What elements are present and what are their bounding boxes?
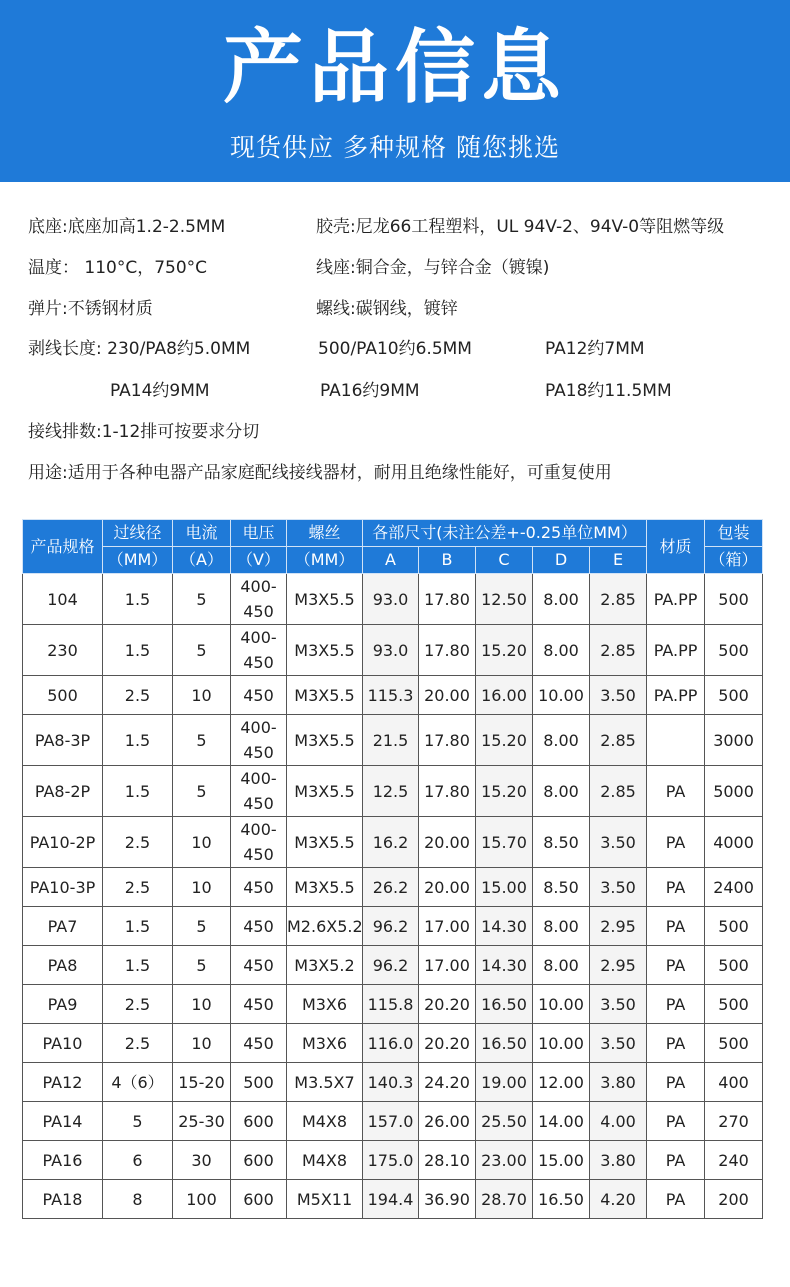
cell-screw: M3X5.5	[287, 817, 363, 868]
table-row	[23, 985, 763, 1024]
cell-voltage	[231, 868, 287, 907]
voltage-value: 450	[243, 685, 274, 705]
table-row	[23, 676, 763, 715]
cell-b: 26.00	[419, 1102, 476, 1141]
table-row	[23, 766, 763, 817]
cell-d: 15.00	[533, 1141, 590, 1180]
header-dim-b: B	[419, 547, 476, 574]
cell-pack: 500	[705, 946, 763, 985]
cell-model: PA16	[23, 1141, 103, 1180]
cell-d: 8.50	[533, 817, 590, 868]
voltage-value: 400-	[240, 769, 277, 788]
cell-pack: 4000	[705, 817, 763, 868]
cell-d: 10.00	[533, 676, 590, 715]
cell-c: 15.70	[476, 817, 533, 868]
cell-a: 116.0	[363, 1024, 419, 1063]
spec-line: 底座:底座加高1.2-2.5MM	[28, 217, 226, 237]
header-screw: 螺丝	[287, 520, 363, 547]
cell-e: 3.50	[590, 817, 647, 868]
cell-b: 24.20	[419, 1063, 476, 1102]
cell-a: 12.5	[363, 766, 419, 817]
voltage-value: 450	[243, 994, 274, 1014]
cell-c: 25.50	[476, 1102, 533, 1141]
cell-a: 115.3	[363, 676, 419, 715]
cell-current: 5	[173, 766, 231, 817]
cell-model: 230	[23, 625, 103, 676]
table-row	[23, 868, 763, 907]
spec-line: 用途:适用于各种电器产品家庭配线接线器材，耐用且绝缘性能好，可重复使用	[28, 463, 612, 483]
spec-line: PA14约9MM	[110, 381, 210, 401]
cell-a: 93.0	[363, 625, 419, 676]
cell-voltage	[231, 817, 287, 868]
cell-d: 8.00	[533, 574, 590, 625]
spec-line: 剥线长度: 230/PA8约5.0MM	[28, 339, 251, 359]
cell-e: 3.50	[590, 868, 647, 907]
cell-a: 93.0	[363, 574, 419, 625]
spec-line: 温度： 110°C，750°C	[28, 258, 208, 278]
cell-a: 157.0	[363, 1102, 419, 1141]
voltage-value: 450	[243, 743, 274, 762]
cell-c: 15.20	[476, 715, 533, 766]
page-subtitle: 现货供应 多种规格 随您挑选	[230, 133, 560, 162]
cell-screw: M5X11	[287, 1180, 363, 1219]
header-dim-c: C	[476, 547, 533, 574]
cell-b: 17.00	[419, 946, 476, 985]
cell-e: 3.50	[590, 676, 647, 715]
cell-a: 26.2	[363, 868, 419, 907]
cell-voltage	[231, 676, 287, 715]
cell-b: 17.00	[419, 907, 476, 946]
cell-screw: M3X5.5	[287, 715, 363, 766]
cell-a: 115.8	[363, 985, 419, 1024]
cell-voltage	[231, 1180, 287, 1219]
table-row	[23, 1063, 763, 1102]
cell-material: PA	[647, 868, 705, 907]
cell-e: 3.80	[590, 1063, 647, 1102]
cell-c: 15.20	[476, 625, 533, 676]
cell-e: 2.85	[590, 715, 647, 766]
cell-current: 10	[173, 676, 231, 715]
voltage-value: 500	[243, 1072, 274, 1092]
cell-material: PA	[647, 1141, 705, 1180]
header-dim-d: D	[533, 547, 590, 574]
header-dim-a: A	[363, 547, 419, 574]
cell-model: PA14	[23, 1102, 103, 1141]
cell-b: 17.80	[419, 715, 476, 766]
cell-material: PA	[647, 766, 705, 817]
cell-d: 14.00	[533, 1102, 590, 1141]
cell-d: 12.00	[533, 1063, 590, 1102]
header-banner	[0, 0, 790, 182]
cell-pack: 270	[705, 1102, 763, 1141]
cell-screw: M4X8	[287, 1102, 363, 1141]
header-wire: 过线径	[103, 520, 173, 547]
cell-e: 2.95	[590, 907, 647, 946]
cell-screw: M3.5X7	[287, 1063, 363, 1102]
cell-b: 20.00	[419, 676, 476, 715]
cell-screw: M3X5.5	[287, 625, 363, 676]
voltage-value: 400-	[240, 820, 277, 839]
cell-current: 25-30	[173, 1102, 231, 1141]
cell-voltage	[231, 907, 287, 946]
cell-current: 5	[173, 715, 231, 766]
cell-model: PA8-3P	[23, 715, 103, 766]
cell-wire: 1.5	[103, 766, 173, 817]
cell-b: 20.00	[419, 817, 476, 868]
cell-a: 21.5	[363, 715, 419, 766]
cell-a: 16.2	[363, 817, 419, 868]
table-row	[23, 907, 763, 946]
table-row	[23, 574, 763, 625]
voltage-value: 400-	[240, 718, 277, 737]
cell-e: 4.00	[590, 1102, 647, 1141]
cell-wire: 1.5	[103, 907, 173, 946]
cell-a: 140.3	[363, 1063, 419, 1102]
cell-model: PA12	[23, 1063, 103, 1102]
cell-b: 20.20	[419, 1024, 476, 1063]
header-material: 材质	[647, 520, 705, 574]
cell-pack: 500	[705, 1024, 763, 1063]
cell-wire: 2.5	[103, 817, 173, 868]
voltage-value: 450	[243, 653, 274, 672]
cell-wire: 1.5	[103, 574, 173, 625]
cell-e: 2.85	[590, 574, 647, 625]
table-row	[23, 946, 763, 985]
cell-voltage	[231, 625, 287, 676]
header-model: 产品规格	[23, 520, 103, 574]
cell-b: 28.10	[419, 1141, 476, 1180]
cell-d: 8.00	[533, 907, 590, 946]
spec-line: 500/PA10约6.5MM	[318, 339, 472, 359]
cell-wire: 2.5	[103, 1024, 173, 1063]
cell-screw: M3X6	[287, 985, 363, 1024]
cell-model: PA8-2P	[23, 766, 103, 817]
cell-b: 17.80	[419, 625, 476, 676]
cell-material: PA	[647, 1102, 705, 1141]
cell-pack: 500	[705, 574, 763, 625]
cell-wire: 1.5	[103, 715, 173, 766]
cell-current: 5	[173, 907, 231, 946]
cell-pack: 400	[705, 1063, 763, 1102]
cell-current: 5	[173, 574, 231, 625]
cell-material: PA	[647, 1180, 705, 1219]
cell-wire: 4（6）	[103, 1063, 173, 1102]
header-pack-unit: （箱）	[705, 547, 763, 574]
voltage-value: 450	[243, 794, 274, 813]
cell-voltage	[231, 985, 287, 1024]
cell-current: 15-20	[173, 1063, 231, 1102]
cell-model: PA10-2P	[23, 817, 103, 868]
spec-line: 接线排数:1-12排可按要求分切	[28, 422, 260, 442]
cell-c: 23.00	[476, 1141, 533, 1180]
cell-screw: M3X5.5	[287, 766, 363, 817]
cell-pack: 500	[705, 985, 763, 1024]
cell-voltage	[231, 766, 287, 817]
table-row	[23, 625, 763, 676]
cell-material: PA	[647, 1063, 705, 1102]
cell-a: 96.2	[363, 907, 419, 946]
cell-wire: 2.5	[103, 985, 173, 1024]
cell-voltage	[231, 1063, 287, 1102]
table-row	[23, 817, 763, 868]
cell-current: 10	[173, 868, 231, 907]
cell-b: 20.00	[419, 868, 476, 907]
cell-model: PA10-3P	[23, 868, 103, 907]
cell-current: 10	[173, 1024, 231, 1063]
cell-wire: 1.5	[103, 625, 173, 676]
cell-material: PA.PP	[647, 574, 705, 625]
cell-material: PA	[647, 907, 705, 946]
cell-c: 16.50	[476, 1024, 533, 1063]
cell-b: 36.90	[419, 1180, 476, 1219]
cell-b: 20.20	[419, 985, 476, 1024]
spec-list	[0, 182, 790, 517]
cell-screw: M4X8	[287, 1141, 363, 1180]
spec-line: 螺线:碳钢线，镀锌	[316, 299, 458, 319]
cell-c: 12.50	[476, 574, 533, 625]
cell-model: 104	[23, 574, 103, 625]
cell-current: 100	[173, 1180, 231, 1219]
header-pack: 包装	[705, 520, 763, 547]
cell-material: PA.PP	[647, 625, 705, 676]
voltage-value: 450	[243, 845, 274, 864]
cell-wire: 2.5	[103, 868, 173, 907]
cell-e: 3.50	[590, 985, 647, 1024]
cell-screw: M3X5.5	[287, 574, 363, 625]
spec-line: 弹片:不锈钢材质	[28, 299, 153, 319]
cell-pack: 500	[705, 907, 763, 946]
table-row	[23, 1024, 763, 1063]
cell-d: 8.00	[533, 946, 590, 985]
cell-wire: 8	[103, 1180, 173, 1219]
cell-d: 8.50	[533, 868, 590, 907]
cell-pack: 5000	[705, 766, 763, 817]
header-voltage-unit: （V）	[231, 547, 287, 574]
header-wire-unit: （MM）	[103, 547, 173, 574]
cell-b: 17.80	[419, 766, 476, 817]
cell-e: 2.95	[590, 946, 647, 985]
header-dim-e: E	[590, 547, 647, 574]
cell-voltage	[231, 1102, 287, 1141]
cell-current: 5	[173, 946, 231, 985]
cell-c: 16.00	[476, 676, 533, 715]
cell-c: 14.30	[476, 907, 533, 946]
cell-d: 10.00	[533, 1024, 590, 1063]
voltage-value: 400-	[240, 577, 277, 596]
cell-voltage	[231, 574, 287, 625]
cell-wire: 5	[103, 1102, 173, 1141]
cell-e: 3.50	[590, 1024, 647, 1063]
cell-model: PA8	[23, 946, 103, 985]
table-row	[23, 1180, 763, 1219]
voltage-value: 450	[243, 916, 274, 936]
cell-wire: 1.5	[103, 946, 173, 985]
cell-c: 15.00	[476, 868, 533, 907]
cell-d: 10.00	[533, 985, 590, 1024]
spec-line: PA16约9MM	[320, 381, 420, 401]
table-row	[23, 1141, 763, 1180]
cell-current: 5	[173, 625, 231, 676]
cell-voltage	[231, 715, 287, 766]
voltage-value: 450	[243, 955, 274, 975]
voltage-value: 600	[243, 1150, 274, 1170]
cell-pack: 500	[705, 676, 763, 715]
cell-screw: M3X5.5	[287, 868, 363, 907]
voltage-value: 450	[243, 1033, 274, 1053]
header-dimensions: 各部尺寸(未注公差+-0.25单位MM）	[363, 520, 647, 547]
table-row	[23, 715, 763, 766]
cell-c: 28.70	[476, 1180, 533, 1219]
cell-e: 2.85	[590, 625, 647, 676]
cell-wire: 2.5	[103, 676, 173, 715]
cell-model: PA10	[23, 1024, 103, 1063]
cell-pack: 200	[705, 1180, 763, 1219]
voltage-value: 450	[243, 602, 274, 621]
cell-current: 10	[173, 985, 231, 1024]
spec-line: 线座:铜合金，与锌合金（镀镍)	[316, 258, 550, 278]
cell-d: 8.00	[533, 766, 590, 817]
cell-d: 8.00	[533, 715, 590, 766]
cell-e: 3.80	[590, 1141, 647, 1180]
cell-d: 8.00	[533, 625, 590, 676]
cell-wire: 6	[103, 1141, 173, 1180]
cell-model: PA7	[23, 907, 103, 946]
cell-material: PA.PP	[647, 676, 705, 715]
cell-c: 14.30	[476, 946, 533, 985]
cell-a: 96.2	[363, 946, 419, 985]
cell-c: 19.00	[476, 1063, 533, 1102]
cell-screw: M2.6X5.2	[287, 907, 363, 946]
cell-material: PA	[647, 946, 705, 985]
header-voltage: 电压	[231, 520, 287, 547]
spec-line: 胶壳:尼龙66工程塑料，UL 94V-2、94V-0等阻燃等级	[316, 217, 725, 237]
cell-model: 500	[23, 676, 103, 715]
cell-voltage	[231, 1141, 287, 1180]
spec-line: PA12约7MM	[545, 339, 645, 359]
cell-voltage	[231, 1024, 287, 1063]
cell-screw: M3X5.2	[287, 946, 363, 985]
cell-screw: M3X5.5	[287, 676, 363, 715]
cell-voltage	[231, 946, 287, 985]
cell-a: 194.4	[363, 1180, 419, 1219]
cell-material: PA	[647, 1024, 705, 1063]
cell-e: 4.20	[590, 1180, 647, 1219]
header-screw-unit: （MM）	[287, 547, 363, 574]
cell-material	[647, 715, 705, 766]
cell-current: 30	[173, 1141, 231, 1180]
cell-pack: 240	[705, 1141, 763, 1180]
cell-model: PA18	[23, 1180, 103, 1219]
voltage-value: 400-	[240, 628, 277, 647]
voltage-value: 450	[243, 877, 274, 897]
cell-screw: M3X6	[287, 1024, 363, 1063]
header-current: 电流	[173, 520, 231, 547]
voltage-value: 600	[243, 1189, 274, 1209]
cell-material: PA	[647, 985, 705, 1024]
table-row	[23, 1102, 763, 1141]
page-title: 产品信息	[223, 21, 567, 114]
cell-current: 10	[173, 817, 231, 868]
cell-e: 2.85	[590, 766, 647, 817]
cell-c: 15.20	[476, 766, 533, 817]
cell-pack: 3000	[705, 715, 763, 766]
cell-pack: 2400	[705, 868, 763, 907]
cell-material: PA	[647, 817, 705, 868]
cell-b: 17.80	[419, 574, 476, 625]
spec-line: PA18约11.5MM	[545, 381, 672, 401]
cell-c: 16.50	[476, 985, 533, 1024]
cell-d: 16.50	[533, 1180, 590, 1219]
product-spec-table	[22, 519, 763, 1219]
voltage-value: 600	[243, 1111, 274, 1131]
cell-a: 175.0	[363, 1141, 419, 1180]
cell-model: PA9	[23, 985, 103, 1024]
cell-pack: 500	[705, 625, 763, 676]
header-current-unit: （A）	[173, 547, 231, 574]
